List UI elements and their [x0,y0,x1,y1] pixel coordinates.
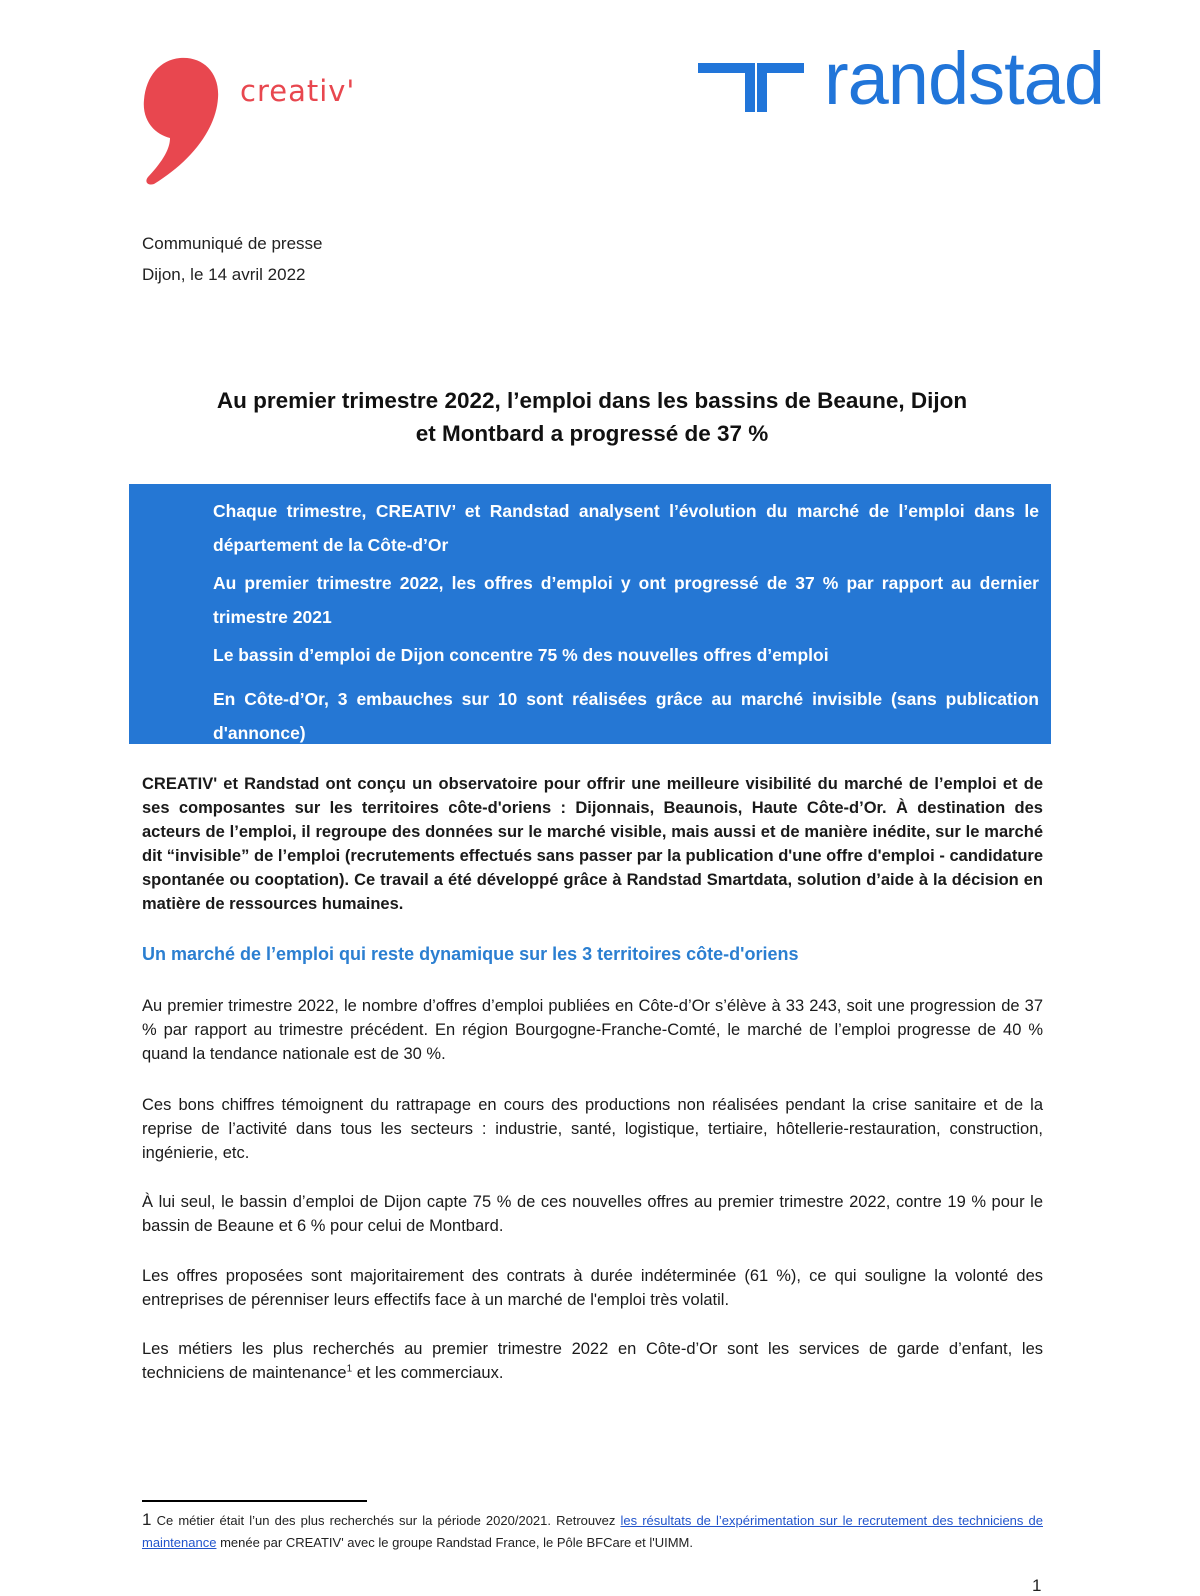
press-meta [142,228,322,290]
page-number: 1 [1032,1576,1042,1595]
creativ-logo [140,52,380,192]
highlight-item: Au premier trimestre 2022, les offres d’emploi y ont progressé de 37 % par rapport au dernier trimestre 2021 [213,573,1039,627]
randstad-mark-icon [692,60,812,116]
intro-paragraph: CREATIV' et Randstad ont conçu un observatoire pour offrir une meilleure visibilité du marché de l’emploi et de ses composantes sur les territoires côte-d'oriens : Dijonnais, Beaunois, Haute Côte-d’Or. À destination des acteurs de l’emploi, il regroupe des données sur le marché visible, mais aussi et de manière inédite, sur le marché dit “invisible” de l’emploi (recrutements effectués sans passer par la publication d'une offre d'emploi - candidature spontanée ou cooptation). Ce travail a été développé grâce à Randstad Smartdata, solution d’aide à la décision en matière de ressources humaines. [142,775,1043,913]
section-heading: Un marché de l’emploi qui reste dynamique sur les 3 territoires côte-d'oriens [142,944,799,964]
footnote-reference[interactable]: 1 [346,1363,353,1375]
creativ-comma-icon [140,52,230,187]
body-paragraph-last [142,1337,1043,1385]
body-paragraph: Au premier trimestre 2022, le nombre d’offres d’emploi publiées en Côte-d’Or s’élève à 33 243, soit une progression de 37 % par rapport au trimestre précédent. En région Bourgogne-Franche-Comté, le marché de l’emploi progresse de 40 % quand la tendance nationale est de 30 %. [142,997,1043,1063]
highlight-item: Chaque trimestre, CREATIV’ et Randstad analysent l’évolution du marché de l’emploi dans le département de la Côte-d’Or [213,501,1039,555]
title-line-1: Au premier trimestre 2022, l’emploi dans les bassins de Beaune, Dijon [216,388,968,413]
last-paragraph-text: Les métiers les plus recherchés au premier trimestre 2022 en Côte-d’Or sont les services de garde d’enfant, les techniciens de maintenance [142,1340,1043,1382]
press-release-date: Dijon, le 14 avril 2022 [142,265,306,284]
footnote-divider [142,1500,367,1502]
page-title [142,384,1042,450]
press-release-label: Communiqué de presse [142,234,323,253]
highlights-box [129,484,1051,744]
footnote-number: 1 [142,1510,152,1529]
body-paragraph: Les offres proposées sont majoritairement des contrats à durée indéterminée (61 %), ce qui souligne la volonté des entreprises de pérenniser leurs effectifs face à un marché de l'emploi très volatil. [142,1267,1043,1309]
footnote [142,1509,1043,1554]
footnote-link[interactable]: les résultats de l’expérimentation sur le recrutement des techniciens de maintenance [142,1513,1043,1550]
title-line-2: et Montbard a progressé de 37 % [415,421,769,446]
highlight-item: En Côte-d’Or, 3 embauches sur 10 sont réalisées grâce au marché invisible (sans publication d'annonce) [213,689,1039,743]
randstad-wordmark: randstad [824,37,1104,120]
randstad-logo [692,37,1132,120]
body-paragraph: Ces bons chiffres témoignent du rattrapage en cours des productions non réalisées pendant la crise sanitaire et de la reprise de l’activité dans tous les secteurs : industrie, santé, logistique, tertiaire, hôtellerie-restauration, construction, ingénierie, etc. [142,1096,1043,1162]
highlights-list [213,494,1039,754]
last-paragraph-end: et les commerciaux. [352,1364,504,1382]
creativ-wordmark: creativ' [240,74,356,108]
footnote-text: Ce métier était l’un des plus recherchés sur la période 2020/2021. Retrouvez [151,1513,621,1528]
body-paragraph: À lui seul, le bassin d’emploi de Dijon capte 75 % de ces nouvelles offres au premier trimestre 2022, contre 19 % pour le bassin de Beaune et 6 % pour celui de Montbard. [142,1193,1043,1235]
highlight-item: Le bassin d’emploi de Dijon concentre 75 % des nouvelles offres d’emploi [213,645,829,665]
footnote-text-end: menée par CREATIV' avec le groupe Randstad France, le Pôle BFCare et l'UIMM. [216,1535,693,1550]
